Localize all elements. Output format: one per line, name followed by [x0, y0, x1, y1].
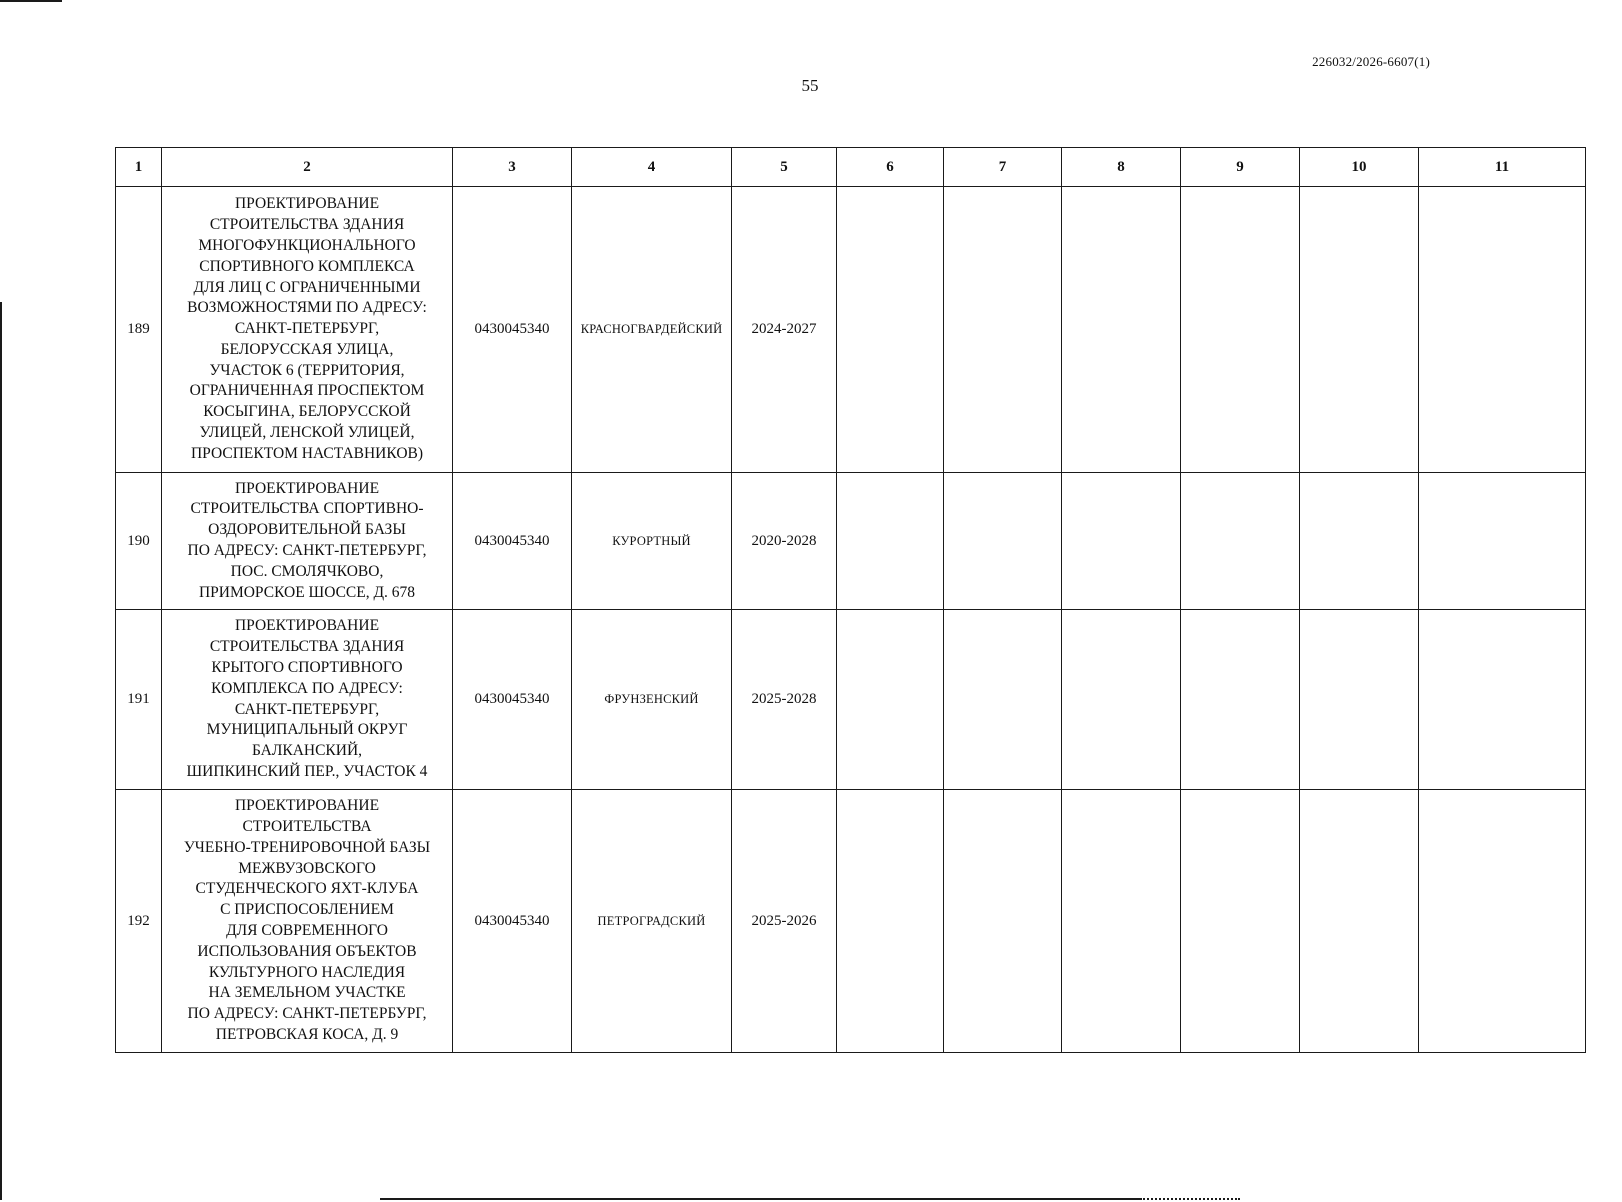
- empty-cell: [944, 473, 1062, 610]
- budget-code: 0430045340: [453, 473, 572, 610]
- budget-code: 0430045340: [453, 187, 572, 473]
- empty-cell: [944, 790, 1062, 1053]
- column-header-5: 5: [732, 148, 837, 187]
- column-header-6: 6: [837, 148, 944, 187]
- table-header-row: [116, 148, 1586, 187]
- implementation-period: 2024-2027: [732, 187, 837, 473]
- empty-cell: [1419, 610, 1586, 790]
- district-name: КРАСНОГВАРДЕЙСКИЙ: [572, 187, 732, 473]
- empty-cell: [1300, 187, 1419, 473]
- column-header-9: 9: [1181, 148, 1300, 187]
- empty-cell: [1181, 187, 1300, 473]
- row-number: 192: [116, 790, 162, 1053]
- registry-table: [115, 147, 1586, 1053]
- bottom-rule-tail: [1140, 1198, 1240, 1202]
- empty-cell: [1300, 610, 1419, 790]
- implementation-period: 2025-2028: [732, 610, 837, 790]
- empty-cell: [1062, 610, 1181, 790]
- column-header-1: 1: [116, 148, 162, 187]
- column-header-2: 2: [162, 148, 453, 187]
- document-registration-number: 226032/2026-6607(1): [1312, 54, 1430, 69]
- table-row: [116, 473, 1586, 610]
- project-name: ПРОЕКТИРОВАНИЕ СТРОИТЕЛЬСТВА ЗДАНИЯ КРЫТОГО СПОРТИВНОГО КОМПЛЕКСА ПО АДРЕСУ: САНКТ-ПЕТЕРБУРГ, МУНИЦИПАЛЬНЫЙ ОКРУГ БАЛКАНСКИЙ, ШИПКИНСКИЙ ПЕР., УЧАСТОК 4: [162, 610, 453, 790]
- column-header-11: 11: [1419, 148, 1586, 187]
- project-name: ПРОЕКТИРОВАНИЕ СТРОИТЕЛЬСТВА УЧЕБНО-ТРЕНИРОВОЧНОЙ БАЗЫ МЕЖВУЗОВСКОГО СТУДЕНЧЕСКОГО ЯХТ-КЛУБА С ПРИСПОСОБЛЕНИЕМ ДЛЯ СОВРЕМЕННОГО ИСПОЛЬЗОВАНИЯ ОБЪЕКТОВ КУЛЬТУРНОГО НАСЛЕДИЯ НА ЗЕМЕЛЬНОМ УЧАСТКЕ ПО АДРЕСУ: САНКТ-ПЕТЕРБУРГ, ПЕТРОВСКАЯ КОСА, Д. 9: [162, 790, 453, 1053]
- column-header-8: 8: [1062, 148, 1181, 187]
- district-name: ПЕТРОГРАДСКИЙ: [572, 790, 732, 1053]
- empty-cell: [1419, 790, 1586, 1053]
- table-row: [116, 610, 1586, 790]
- scan-edge-mark-left: [0, 302, 2, 1200]
- empty-cell: [1181, 610, 1300, 790]
- empty-cell: [944, 610, 1062, 790]
- budget-code: 0430045340: [453, 610, 572, 790]
- column-header-3: 3: [453, 148, 572, 187]
- row-number: 191: [116, 610, 162, 790]
- budget-code: 0430045340: [453, 790, 572, 1053]
- empty-cell: [837, 790, 944, 1053]
- empty-cell: [1181, 790, 1300, 1053]
- empty-cell: [837, 473, 944, 610]
- empty-cell: [944, 187, 1062, 473]
- empty-cell: [1300, 473, 1419, 610]
- scan-edge-mark-top: [0, 0, 62, 2]
- district-name: КУРОРТНЫЙ: [572, 473, 732, 610]
- row-number: 189: [116, 187, 162, 473]
- empty-cell: [1062, 473, 1181, 610]
- empty-cell: [1300, 790, 1419, 1053]
- page-number: 55: [801, 76, 819, 95]
- empty-cell: [1181, 473, 1300, 610]
- empty-cell: [1062, 187, 1181, 473]
- implementation-period: 2020-2028: [732, 473, 837, 610]
- column-header-4: 4: [572, 148, 732, 187]
- implementation-period: 2025-2026: [732, 790, 837, 1053]
- empty-cell: [1062, 790, 1181, 1053]
- empty-cell: [1419, 473, 1586, 610]
- empty-cell: [837, 610, 944, 790]
- project-name: ПРОЕКТИРОВАНИЕ СТРОИТЕЛЬСТВА СПОРТИВНО- ОЗДОРОВИТЕЛЬНОЙ БАЗЫ ПО АДРЕСУ: САНКТ-ПЕТЕРБУРГ, ПОС. СМОЛЯЧКОВО, ПРИМОРСКОЕ ШОССЕ, Д. 678: [162, 473, 453, 610]
- column-header-7: 7: [944, 148, 1062, 187]
- empty-cell: [1419, 187, 1586, 473]
- district-name: ФРУНЗЕНСКИЙ: [572, 610, 732, 790]
- table-row: [116, 187, 1586, 473]
- table-row: [116, 790, 1586, 1053]
- row-number: 190: [116, 473, 162, 610]
- column-header-10: 10: [1300, 148, 1419, 187]
- empty-cell: [837, 187, 944, 473]
- project-name: ПРОЕКТИРОВАНИЕ СТРОИТЕЛЬСТВА ЗДАНИЯ МНОГОФУНКЦИОНАЛЬНОГО СПОРТИВНОГО КОМПЛЕКСА ДЛЯ ЛИЦ С ОГРАНИЧЕННЫМИ ВОЗМОЖНОСТЯМИ ПО АДРЕСУ: САНКТ-ПЕТЕРБУРГ, БЕЛОРУССКАЯ УЛИЦА, УЧАСТОК 6 (ТЕРРИТОРИЯ, ОГРАНИЧЕННАЯ ПРОСПЕКТОМ КОСЫГИНА, БЕЛОРУССКОЙ УЛИЦЕЙ, ЛЕНСКОЙ УЛИЦЕЙ, ПРОСПЕКТОМ НАСТАВНИКОВ): [162, 187, 453, 473]
